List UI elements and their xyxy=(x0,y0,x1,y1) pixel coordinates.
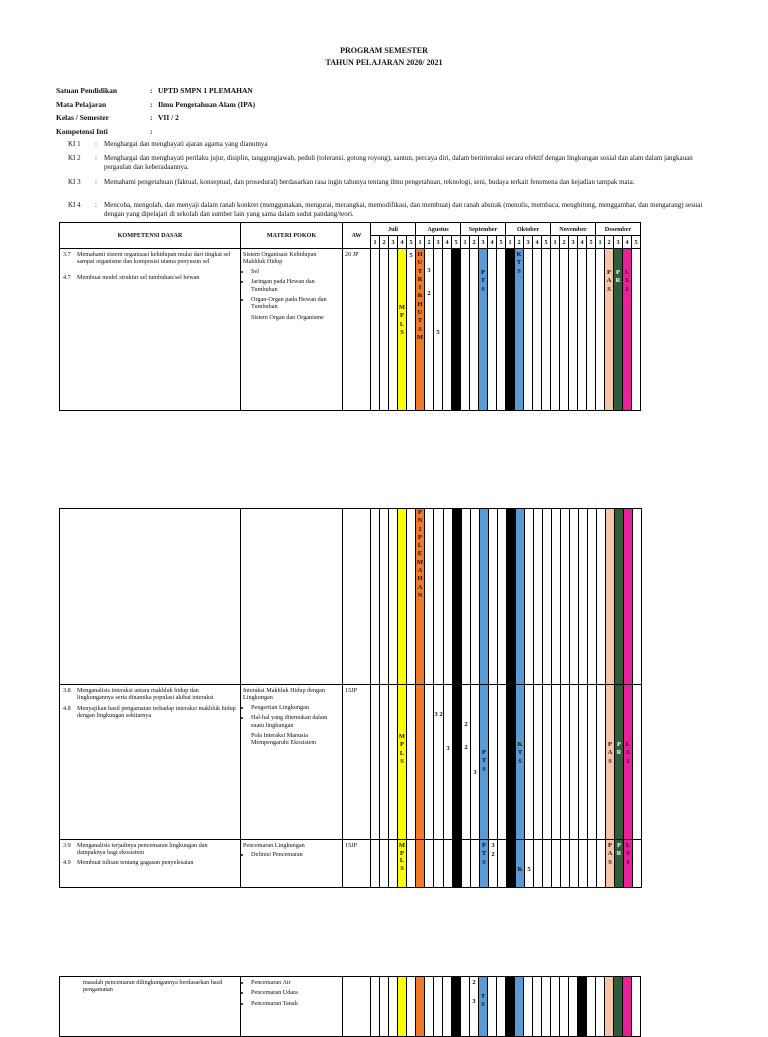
kd-num: 3.7 xyxy=(63,251,71,258)
hut-label: H U T R I & H U T S M xyxy=(416,251,424,341)
info-value-mapel: Ilmu Pengetahuan Alam (IPA) xyxy=(158,100,256,109)
ki-colon: : xyxy=(95,154,97,162)
mp-item: • Pengertian Lingkungan xyxy=(251,704,340,711)
week-value: 2 xyxy=(427,290,431,297)
week-num: 2 xyxy=(470,236,479,249)
table-row xyxy=(60,977,641,1037)
week-num: 3 xyxy=(389,236,398,249)
kd-text: Menganalisis interaksi antara makhluk hidup dan lingkungannya serta dinamika populasi akibat interaksi xyxy=(77,687,214,702)
info-colon: : xyxy=(150,86,153,95)
kd-num: 4.9 xyxy=(63,858,71,866)
mpls-cell xyxy=(398,249,407,411)
week-value: 2 xyxy=(464,744,468,751)
week-value: 2 xyxy=(464,721,468,728)
mp-cell xyxy=(241,249,343,411)
ls-cell xyxy=(623,249,632,411)
mp-item: • Jaringan pada Hewan dan Tumbuhan xyxy=(251,278,340,293)
mpls-label: M P L S xyxy=(398,304,406,336)
pr-cell xyxy=(615,840,624,888)
pas-cell xyxy=(606,840,615,888)
pr-label: P R xyxy=(615,269,621,285)
ki-text: Mencoba, mengolah, dan menyaji dalam ranah konkret (menggunakan, mengurai, merangkai, memodifikasi, dan membuat) dan ranah abstrak (menulis, membaca, menghitung, menggambar, dan mengarang) sesuai dengan yang dipelajari di sekolah dan sumber lain yang sama dalam sudut pandang/teori. xyxy=(104,201,703,218)
week-num: 3 xyxy=(479,236,488,249)
kd-num: 3.9 xyxy=(63,842,71,849)
ki-colon: : xyxy=(95,140,97,148)
week-value: 5 xyxy=(527,866,531,873)
orange-cell xyxy=(416,840,425,888)
col-materi-pokok: MATERI POKOK xyxy=(241,223,343,249)
week-num: 4 xyxy=(443,236,452,249)
black-cell xyxy=(507,509,516,685)
mp-title: Interaksi Makhluk Hidup dengan Lingkungan xyxy=(243,687,325,702)
black-cell xyxy=(452,977,461,1037)
black-cell xyxy=(506,249,515,411)
week-num: 1 xyxy=(461,236,470,249)
week-num: 3 xyxy=(614,236,623,249)
info-value-satuan: UPTD SMPN 1 PLEMAHAN xyxy=(158,86,253,95)
kd-text: masalah pencemaran dilingkungannya berdasarkan hasil pengamatan xyxy=(83,979,223,994)
kd-cell xyxy=(60,840,241,888)
week-num: 2 xyxy=(425,236,434,249)
pas-label: P A S xyxy=(607,741,613,765)
week-value: 5 xyxy=(409,252,413,259)
hut-label: P N 1 P L E M A H A N xyxy=(416,509,424,599)
pts-cell xyxy=(480,685,489,840)
pas-cell xyxy=(606,685,615,840)
week-num: 5 xyxy=(452,236,461,249)
week-num: 1 xyxy=(506,236,515,249)
table-row xyxy=(60,509,642,685)
blue-cell xyxy=(480,509,489,685)
kts-label: K xyxy=(517,866,523,873)
pas-label: P A S xyxy=(606,269,612,293)
week-value: 3 2 xyxy=(434,711,443,718)
week-num: 1 xyxy=(416,236,425,249)
week-num: 4 xyxy=(578,236,587,249)
week-num: 5 xyxy=(542,236,551,249)
mp-item: • Hal-hal yang ditemukan dalam suatu lingkungan xyxy=(251,714,340,729)
kts-cell xyxy=(516,685,525,840)
black-cell xyxy=(506,977,515,1037)
page-subtitle: TAHUN PELAJARAN 2020/ 2021 xyxy=(325,58,443,67)
black-cell xyxy=(578,977,587,1037)
pts-label: P T S xyxy=(481,842,487,866)
month-november: November xyxy=(551,223,596,236)
ki-code: KI 4 xyxy=(68,201,81,209)
info-label-ki: Kompetensi Inti xyxy=(56,127,108,136)
green-cell xyxy=(614,977,623,1037)
black-cell xyxy=(453,509,462,685)
semester-table xyxy=(59,222,641,411)
table-row xyxy=(60,840,642,888)
mpls-cell xyxy=(398,840,407,888)
pts-cell xyxy=(479,249,488,411)
mp-item: • Pencemaran Air xyxy=(251,979,340,986)
pts-label: P T S xyxy=(480,269,486,293)
week-value: 3 xyxy=(427,267,431,274)
black-cell xyxy=(507,840,516,888)
aw-cell: 15JP xyxy=(343,840,371,888)
week-num: 4 xyxy=(488,236,497,249)
mp-title: Pencemaran Lingkungan xyxy=(243,842,305,849)
mpls-label: M P L S xyxy=(398,733,406,765)
week-num: 1 xyxy=(551,236,560,249)
ls-label: L S 1 xyxy=(625,842,631,866)
aw-cell: 15JP xyxy=(343,685,371,840)
week-value: 3 xyxy=(446,745,450,752)
peach-cell xyxy=(605,977,614,1037)
kd-num: 3.8 xyxy=(63,687,71,694)
week-num: 4 xyxy=(623,236,632,249)
week-num: 4 xyxy=(533,236,542,249)
pas-cell xyxy=(605,249,614,411)
week-num: 3 xyxy=(569,236,578,249)
week-num: 2 xyxy=(560,236,569,249)
pink-cell xyxy=(624,509,633,685)
ls-cell xyxy=(624,685,633,840)
kd-cell xyxy=(60,977,241,1037)
week-num: 5 xyxy=(632,236,641,249)
week-num: 2 xyxy=(515,236,524,249)
kts-label: K T S xyxy=(517,741,523,765)
month-desember: Desember xyxy=(596,223,641,236)
info-colon: : xyxy=(150,100,153,109)
mp-extra: Pola Interaksi Manusia Mempengaruhi Ekosistem xyxy=(251,732,317,747)
col-kompetensi-dasar: KOMPETENSI DASAR xyxy=(60,223,241,249)
table-row xyxy=(60,685,642,840)
ki-text: Menghargai dan menghayati ajaran agama yang dianutnya xyxy=(104,140,268,148)
hut-cell xyxy=(416,249,425,411)
pr-cell xyxy=(615,685,624,840)
mp-cell xyxy=(241,977,343,1037)
ki-text: Menghargai dan menghayati perilaku jujur, disiplin, tanggungjawab, peduli (toleransi, gotong royong), santun, percaya diri, dalam berinteraksi secara efektif dengan lingkungan sosial dan alam dalam jangkauan pergaulan dan keberadaannya. xyxy=(104,154,693,171)
ki-code: KI 1 xyxy=(68,140,81,148)
ls-label: L S 1 xyxy=(625,741,631,765)
kts-cell xyxy=(516,840,525,888)
ki-text: Memahami pengetahuan (faktual, konseptual, dan prosedural) berdasarkan rasa ingin tahunya tentang ilmu pengetahuan, teknologi, seni, budaya terkait fenomena dan kejadian tampak mata. xyxy=(104,178,635,186)
ls-cell xyxy=(624,840,633,888)
pr-cell xyxy=(614,249,623,411)
pas-label: P A S xyxy=(607,842,613,866)
week-num: 1 xyxy=(596,236,605,249)
week-num: 3 xyxy=(434,236,443,249)
black-cell xyxy=(453,685,462,840)
info-label-mapel: Mata Pelajaran xyxy=(56,100,107,109)
week-value: 3 xyxy=(491,842,495,849)
week-num: 5 xyxy=(587,236,596,249)
kts-cell xyxy=(515,249,524,411)
kd-text: Membuat model struktur sel tumbuhan/sel hewan xyxy=(77,273,200,281)
semester-table-bottom xyxy=(59,976,641,1037)
kd-cell xyxy=(60,249,241,411)
hut-cell xyxy=(416,509,425,685)
mp-item: • Pencemaran Udara xyxy=(251,989,340,996)
kd-text: Menganalisis terjadinya pencemaran lingkungan dan dampaknya bagi ekosistem xyxy=(77,842,208,857)
yellow-cell xyxy=(398,509,407,685)
blue-cell xyxy=(516,509,525,685)
week-value: 3 xyxy=(472,998,476,1005)
semester-table-continued xyxy=(59,508,642,888)
yellow-cell xyxy=(398,977,407,1037)
ki-colon: : xyxy=(95,201,97,209)
week-value: 3 xyxy=(473,769,477,776)
kd-text: Memahami sistem organisasi kehidupan mulai dari tingkat sel sampai organisme dan komposisi utama penyusun sel xyxy=(77,251,231,266)
kd-num: 4.7 xyxy=(63,273,71,281)
info-value-kelas: VII / 2 xyxy=(158,113,179,122)
week-value: 2 xyxy=(472,979,476,986)
info-colon: : xyxy=(150,113,153,122)
pts-cell xyxy=(479,977,488,1037)
kd-text: Membuat tulisan tentang gagasan penyelesaian xyxy=(77,858,194,866)
pr-label: P R xyxy=(616,842,622,858)
mp-item: • Definisi Pencemaran xyxy=(251,851,340,858)
table-row xyxy=(60,249,641,411)
green-cell xyxy=(615,509,624,685)
info-label-satuan: Satuan Pendidikan xyxy=(56,86,118,95)
week-value: 2 xyxy=(491,851,495,858)
month-agustus: Agustus xyxy=(416,223,461,236)
ki-code: KI 3 xyxy=(68,178,81,186)
kd-text: Menyajikan hasil pengamatan terhadap interaksi makhluk hidup dengan lingkungan sekitarnya xyxy=(77,704,236,720)
week-value: 5 xyxy=(436,329,440,336)
month-juli: Juli xyxy=(371,223,416,236)
ki-colon: : xyxy=(95,178,97,186)
black-cell xyxy=(453,840,462,888)
peach-cell xyxy=(606,509,615,685)
ki-code: KI 2 xyxy=(68,154,81,162)
mp-cell xyxy=(241,840,343,888)
black-cell xyxy=(452,249,461,411)
black-cell xyxy=(507,685,516,840)
kd-cell xyxy=(60,685,241,840)
info-label-kelas: Kelas / Semester xyxy=(56,113,109,122)
blue-cell xyxy=(515,977,524,1037)
week-num: 5 xyxy=(497,236,506,249)
mp-item: • Pencemaran Tanah xyxy=(251,1000,340,1007)
pts-cell xyxy=(480,840,489,888)
month-oktober: Oktober xyxy=(506,223,551,236)
orange-cell xyxy=(416,685,425,840)
info-colon: : xyxy=(150,127,153,136)
ls-label: L S 1 xyxy=(624,269,630,293)
mp-extra: Sistem Organ dan Organisme xyxy=(251,313,324,321)
kts-label: K T S xyxy=(516,251,522,275)
pink-cell xyxy=(623,977,632,1037)
mp-item: • Organ-Organ pada Hewan dan Tumbuhan xyxy=(251,296,340,311)
kd-num: 4.8 xyxy=(63,704,71,712)
month-september: September xyxy=(461,223,506,236)
mp-item: • Sel xyxy=(251,268,340,275)
pr-label: P R xyxy=(616,741,622,757)
week-num: 3 xyxy=(524,236,533,249)
mp-cell xyxy=(241,685,343,840)
week-num: 2 xyxy=(380,236,389,249)
week-num: 1 xyxy=(371,236,380,249)
mpls-label: M P L S xyxy=(398,842,406,872)
orange-cell xyxy=(416,977,425,1037)
aw-cell: 20 JP xyxy=(343,249,371,411)
week-num: 4 xyxy=(398,236,407,249)
col-aw: AW xyxy=(343,223,371,249)
page-title: PROGRAM SEMESTER xyxy=(340,46,428,55)
mpls-cell xyxy=(398,685,407,840)
pts-label: T S xyxy=(480,993,486,1009)
week-num: 5 xyxy=(407,236,416,249)
mp-title: Sistem Organisasi Kehidupan Makhluk Hidup xyxy=(243,251,317,266)
pts-label: P T S xyxy=(481,749,487,773)
week-num: 2 xyxy=(605,236,614,249)
